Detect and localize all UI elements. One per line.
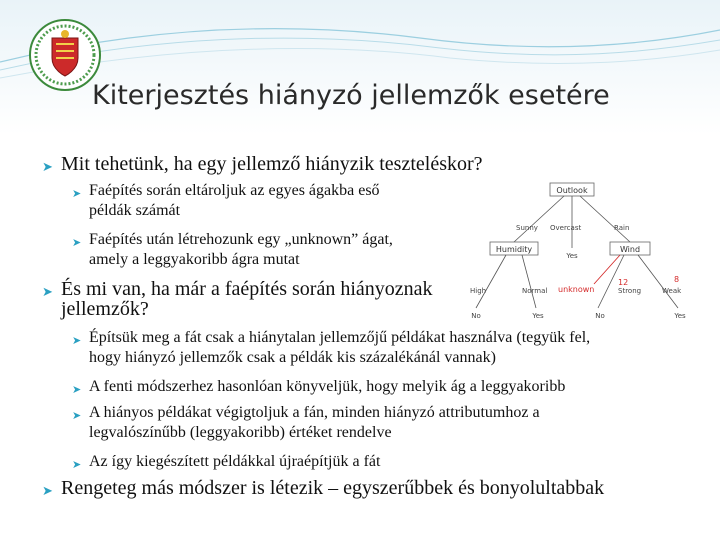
annotation-unknown: unknown <box>558 285 595 294</box>
bullet-arrow-icon: ➤ <box>72 335 82 347</box>
leaf-humidity-no: No <box>471 312 481 320</box>
bullet-arrow-icon: ➤ <box>72 459 82 471</box>
leaf-wind-yes: Yes <box>674 312 686 320</box>
leaf-overcast-yes: Yes <box>566 252 578 260</box>
node-label-outlook: Outlook <box>556 186 588 195</box>
bullet-arrow-icon: ➤ <box>72 384 82 396</box>
bullet-arrow-icon: ➤ <box>72 410 82 422</box>
bullet-item: ➤ Rengeteg más módszer is létezik – egyszerűbbek és bonyolultabbak <box>42 477 605 499</box>
bullet-item: ➤ És mi van, ha már a faépítés során hiányoznak jellemzők? <box>42 278 433 320</box>
bullet-item: ➤ Faépítés során eltároljuk az egyes ágakba eső példák számát <box>72 182 380 219</box>
branch-label-high: High <box>470 287 487 295</box>
branch-label-sunny: Sunny <box>516 224 538 232</box>
slide-title: Kiterjesztés hiányzó jellemzők esetére <box>92 80 610 111</box>
branch-label-rain: Rain <box>614 224 630 232</box>
annotation-count-strong: 12 <box>618 278 629 287</box>
bullet-item: ➤ Az így kiegészített példákkal újraépítjük a fát <box>72 453 381 471</box>
bullet-item: ➤ A hiányos példákat végigtoljuk a fán, minden hiányzó attributumhoz a legvalószínűbb (leggyakoribb) értéket rendelve <box>72 404 540 441</box>
bullet-arrow-icon: ➤ <box>42 483 53 498</box>
leaf-humidity-yes: Yes <box>532 312 544 320</box>
node-label-humidity: Humidity <box>495 245 533 254</box>
leaf-wind-no: No <box>595 312 605 320</box>
bullet-arrow-icon: ➤ <box>72 188 82 200</box>
bullet-item: ➤ Építsük meg a fát csak a hiánytalan jellemzőjű példákat használva (tegyük fel, hogy hiányzó jellemzők csak a példák kis százalékánál vannak) <box>72 329 591 366</box>
bullet-arrow-icon: ➤ <box>72 237 82 249</box>
annotation-count-weak: 8 <box>674 275 680 284</box>
branch-label-normal: Normal <box>522 287 548 295</box>
bullet-item: ➤ Mit tehetünk, ha egy jellemző hiányzik teszteléskor? <box>42 153 483 175</box>
branch-label-weak: Weak <box>662 287 682 295</box>
bullet-item: ➤ Faépítés után létrehozunk egy „unknown” ágat, amely a leggyakoribb ágra mutat <box>72 231 393 268</box>
node-label-wind: Wind <box>619 245 641 254</box>
branch-label-overcast: Overcast <box>550 224 582 232</box>
bullet-item: ➤ A fenti módszerhez hasonlóan könyveljük, hogy melyik ág a leggyakoribb <box>72 378 566 396</box>
bullet-arrow-icon: ➤ <box>42 284 53 299</box>
branch-label-strong: Strong <box>618 287 642 295</box>
bullet-arrow-icon: ➤ <box>42 159 53 174</box>
decision-tree-diagram <box>454 180 694 325</box>
